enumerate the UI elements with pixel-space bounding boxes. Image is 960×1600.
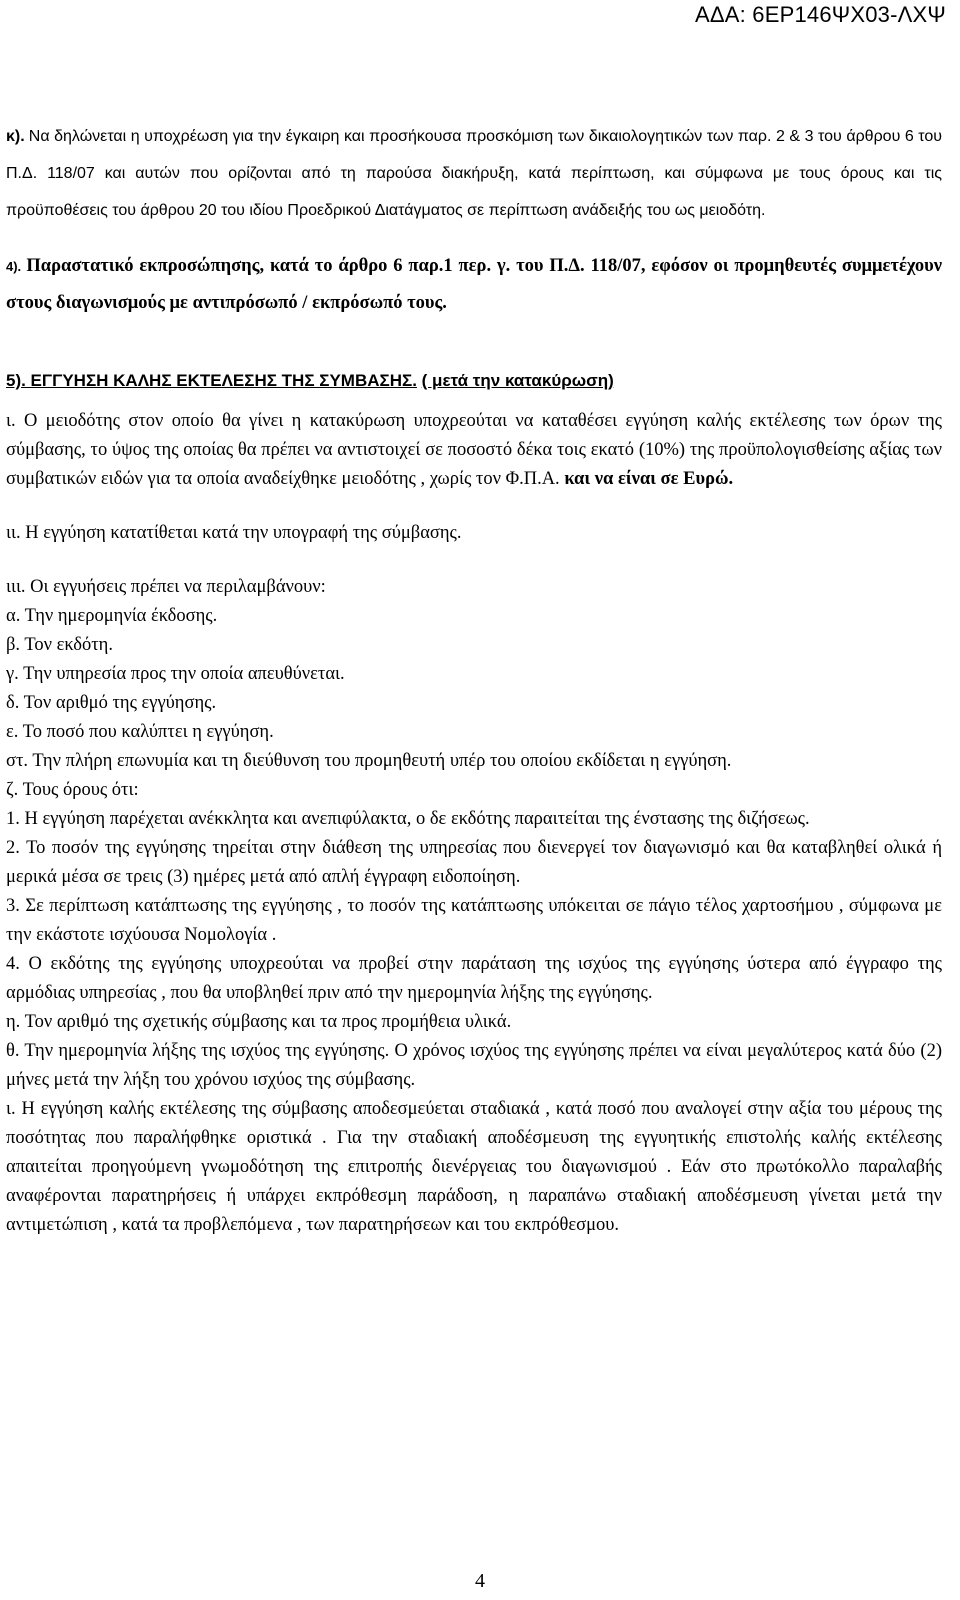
list-item: η. Τον αριθμό της σχετικής σύμβασης και τα προς προμήθεια υλικά. [6, 1012, 512, 1032]
page-number: 4 [475, 1570, 485, 1592]
section-5-note: ( μετά την κατακύρωση) [421, 371, 614, 390]
section-5-title: 5). ΕΓΓΥΗΣΗ ΚΑΛΗΣ ΕΚΤΕΛΕΣΗΣ ΤΗΣ ΣΥΜΒΑΣΗΣ. [6, 371, 417, 390]
paragraph-i [6, 407, 942, 494]
list-item: θ. Την ημερομηνία λήξης της ισχύος της εγγύησης. Ο χρόνος ισχύος της εγγύησης πρέπει να είναι μεγαλύτερος κατά δύο (2) μήνες μετά την λήξη του χρόνου ισχύος της σύμβασης. [6, 1041, 942, 1090]
paragraph-ii: ιι. Η εγγύηση κατατίθεται κατά την υπογραφή της σύμβασης. [6, 523, 462, 543]
list-item: 1. Η εγγύηση παρέχεται ανέκκλητα και ανεπιφύλακτα, ο δε εκδότης παραιτείται της ένστασης της διζήσεως. [6, 809, 810, 829]
kappa-text: Να δηλώνεται η υποχρέωση για την έγκαιρη και προσήκουσα προσκόμιση των δικαιολογητικών των παρ. 2 & 3 του άρθρου 6 του Π.Δ. 118/07 και αυτών που ορίζονται από τη παρούσα διακήρυξη, κατά περίπτωση, και σύμφωνα με τους όρους και τις προϋποθέσεις του άρθρου 20 του ιδίου Προεδρικού Διατάγματος σε περίπτωση ανάδειξής του ως μειοδότη. [6, 128, 943, 219]
list-item: 2. Το ποσόν της εγγύησης τηρείται στην διάθεση της υπηρεσίας που διενεργεί τον διαγωνισμό και θα καταβληθεί ολικά ή μερικά μέσα σε τρεις (3) ημέρες μετά από απλή έγγραφη ειδοποίηση. [6, 838, 942, 887]
list-item: ι. Η εγγύηση καλής εκτέλεσης της σύμβασης αποδεσμεύεται σταδιακά , κατά ποσό που αναλογεί στην αξία του μέρους της ποσότητας που παραλήφθηκε οριστικά . Για την σταδιακή αποδέσμευση της εγγυητικής επιστολής καλής εκτέλεσης απαιτείται προηγούμενη γνωμοδότηση της επιτροπής διενέργειας του διαγωνισμού . Εάν στο πρωτόκολλο παραλαβής αναφέρονται παρατηρήσεις ή υπάρχει εκπρόθεσμη παράδοση, η παραπάνω σταδιακή αποδέσμευση γίνεται μετά την αντιμετώπιση , κατά τα προβλεπόμενα , των παρατηρήσεων και του εκπρόθεσμου. [6, 1099, 942, 1235]
list-item: γ. Την υπηρεσία προς την οποία απευθύνεται. [6, 664, 345, 684]
paragraph-i-text: ι. Ο μειοδότης στον οποίο θα γίνει η κατακύρωση υποχρεούται να καταθέσει εγγύηση καλής εκτέλεσης των όρων της σύμβασης, το ύψος της οποίας θα πρέπει να αντιστοιχεί σε ποσοστό δέκα τοις εκατό (10%) της προϋπολογισθείσης αξίας των συμβατικών ειδών για τα οποία αναδείχθηκε μειοδότης , χωρίς τον Φ.Π.Α. [6, 411, 942, 489]
list-item: β. Τον εκδότη. [6, 635, 113, 655]
list-item: ζ. Τους όρους ότι: [6, 780, 139, 800]
list-item: στ. Την πλήρη επωνυμία και τη διεύθυνση του προμηθευτή υπέρ του οποίου εκδίδεται η εγγύηση. [6, 751, 732, 771]
section-4 [6, 248, 942, 322]
list-item: α. Την ημερομηνία έκδοσης. [6, 606, 218, 626]
guarantee-items [6, 602, 942, 1240]
paragraph-i-bold: και να είναι σε Ευρώ. [564, 469, 734, 489]
list-item: 4. Ο εκδότης της εγγύησης υποχρεούται να προβεί στην παράταση της ισχύος της εγγύησης ύστερα από έγγραφο της αρμόδιας υπηρεσίας , που θα υποβληθεί πριν από την ημερομηνία λήξης της εγγύησης. [6, 954, 942, 1003]
list-item: ε. Το ποσό που καλύπτει η εγγύηση. [6, 722, 274, 742]
list-item: δ. Τον αριθμό της εγγύησης. [6, 693, 217, 713]
paragraph-kappa [6, 118, 942, 229]
section-4-number: 4). [6, 259, 22, 274]
kappa-label: κ). [6, 128, 25, 145]
section-5-heading [6, 362, 942, 399]
paragraph-iii-intro: ιιι. Οι εγγυήσεις πρέπει να περιλαμβάνουν: [6, 577, 326, 597]
section-4-text: Παραστατικό εκπροσώπησης, κατά το άρθρο 6 παρ.1 περ. γ. του Π.Δ. 118/07, εφόσον οι προμηθευτές συμμετέχουν στους διαγωνισμούς με αντιπρόσωπό / εκπρόσωπό τους. [6, 256, 942, 313]
document-page [6, 118, 942, 1240]
ada-code: ΑΔΑ: 6ΕΡ146ΨΧ03-ΛΧΨ [695, 2, 946, 27]
list-item: 3. Σε περίπτωση κατάπτωσης της εγγύησης , το ποσόν της κατάπτωσης υπόκειται σε πάγιο τέλος χαρτοσήμου , σύμφωνα με την εκάστοτε ισχύουσα Νομολογία . [6, 896, 942, 945]
